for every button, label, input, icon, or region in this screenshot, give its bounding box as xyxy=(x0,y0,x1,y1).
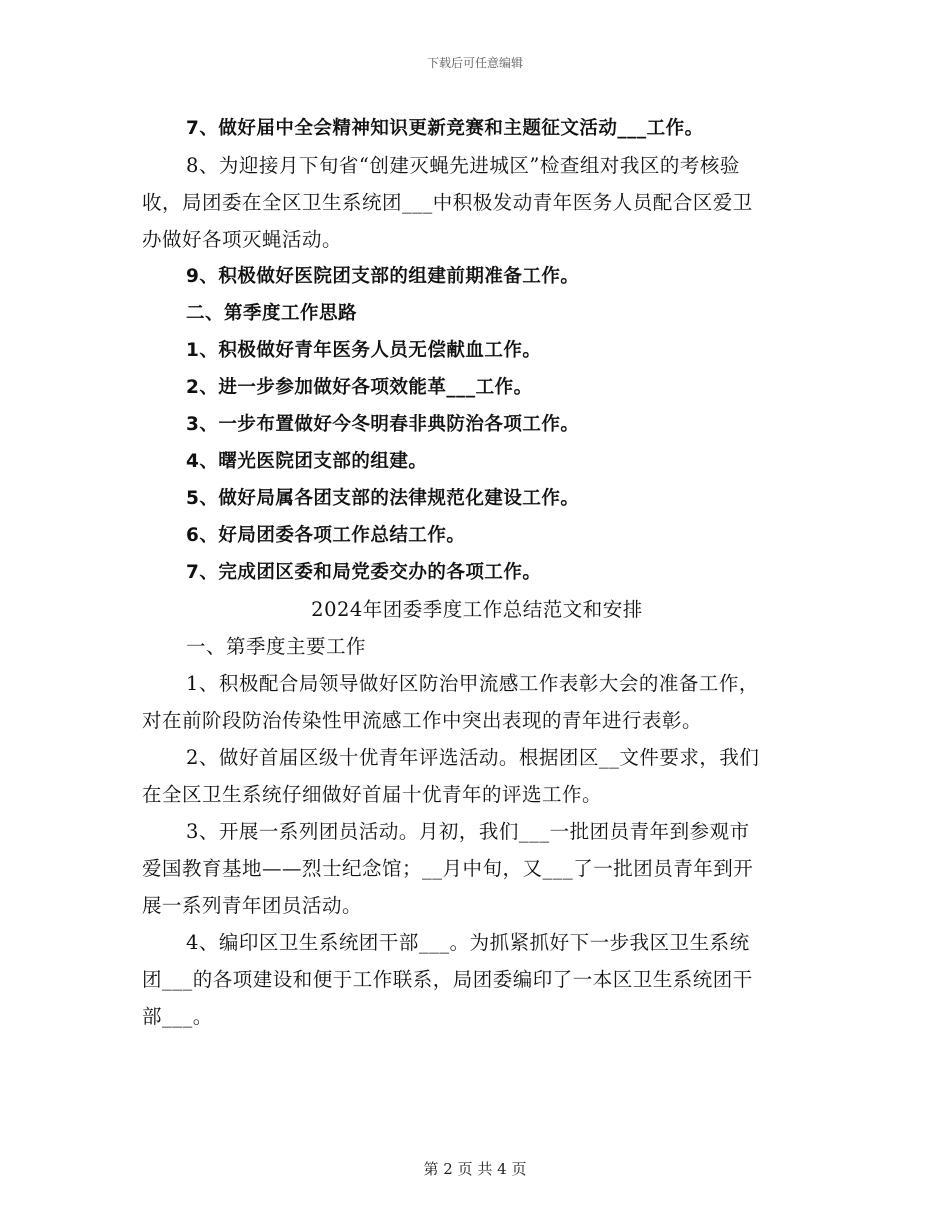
plan-item-3: 3、一步布置做好今冬明春非典防治各项工作。 xyxy=(186,414,580,435)
plan-item-1: 1、积极做好青年医务人员无偿献血工作。 xyxy=(186,340,542,361)
plan-item-2: 2、进一步参加做好各项效能革___工作。 xyxy=(186,377,533,398)
item-8-line-2: 收，局团委在全区卫生系统团___中积极发动青年医务人员配合区爱卫 xyxy=(142,191,753,214)
work-2-line-1: 2、做好首届区级十优青年评选活动。根据团区__文件要求，我们 xyxy=(186,746,760,769)
work-4-line-2: 团___的各项建设和便于工作联系，局团委编印了一本区卫生系统团干 xyxy=(142,968,753,991)
work-1-line-2: 对在前阶段防治传染性甲流感工作中突出表现的青年进行表彰。 xyxy=(142,709,703,732)
item-8-line-1: 8、为迎接月下旬省“创建灭蝇先进城区”检查组对我区的考核验 xyxy=(186,154,740,177)
work-3-line-1: 3、开展一系列团员活动。月初，我们___一批团员青年到参观市 xyxy=(186,820,750,843)
plan-item-6: 6、好局团委各项工作总结工作。 xyxy=(186,525,466,546)
work-3-line-3: 展一系列青年团员活动。 xyxy=(142,894,363,917)
plan-item-4: 4、曙光医院团支部的组建。 xyxy=(186,451,428,472)
work-2-line-2: 在全区卫生系统仔细做好首届十优青年的评选工作。 xyxy=(142,783,603,806)
section-heading-plan: 二、第季度工作思路 xyxy=(186,303,358,324)
item-9: 9、积极做好医院团支部的组建前期准备工作。 xyxy=(186,266,580,287)
plan-item-7: 7、完成团区委和局党委交办的各项工作。 xyxy=(186,562,542,583)
page-footer-number: 第 2 页 共 4 页 xyxy=(423,1160,527,1178)
item-7: 7、做好届中全会精神知识更新竞赛和主题征文活动___工作。 xyxy=(186,118,704,139)
section-heading-main-work: 一、第季度主要工作 xyxy=(186,635,367,658)
document-title: 2024年团委季度工作总结范文和安排 xyxy=(311,598,643,621)
page-header-note: 下载后可任意编辑 xyxy=(426,56,523,70)
item-8-line-3: 办做好各项灭蝇活动。 xyxy=(142,228,343,251)
work-4-line-3: 部___。 xyxy=(142,1005,213,1028)
work-1-line-1: 1、积极配合局领导做好区防治甲流感工作表彰大会的准备工作， xyxy=(186,672,759,695)
work-4-line-1: 4、编印区卫生系统团干部___。为抓紧抓好下一步我区卫生系统 xyxy=(186,931,750,954)
work-3-line-2: 爱国教育基地——烈士纪念馆；__月中旬，又___了一批团员青年到开 xyxy=(142,857,754,880)
plan-item-5: 5、做好局属各团支部的法律规范化建设工作。 xyxy=(186,488,580,509)
document-body xyxy=(142,110,812,1035)
